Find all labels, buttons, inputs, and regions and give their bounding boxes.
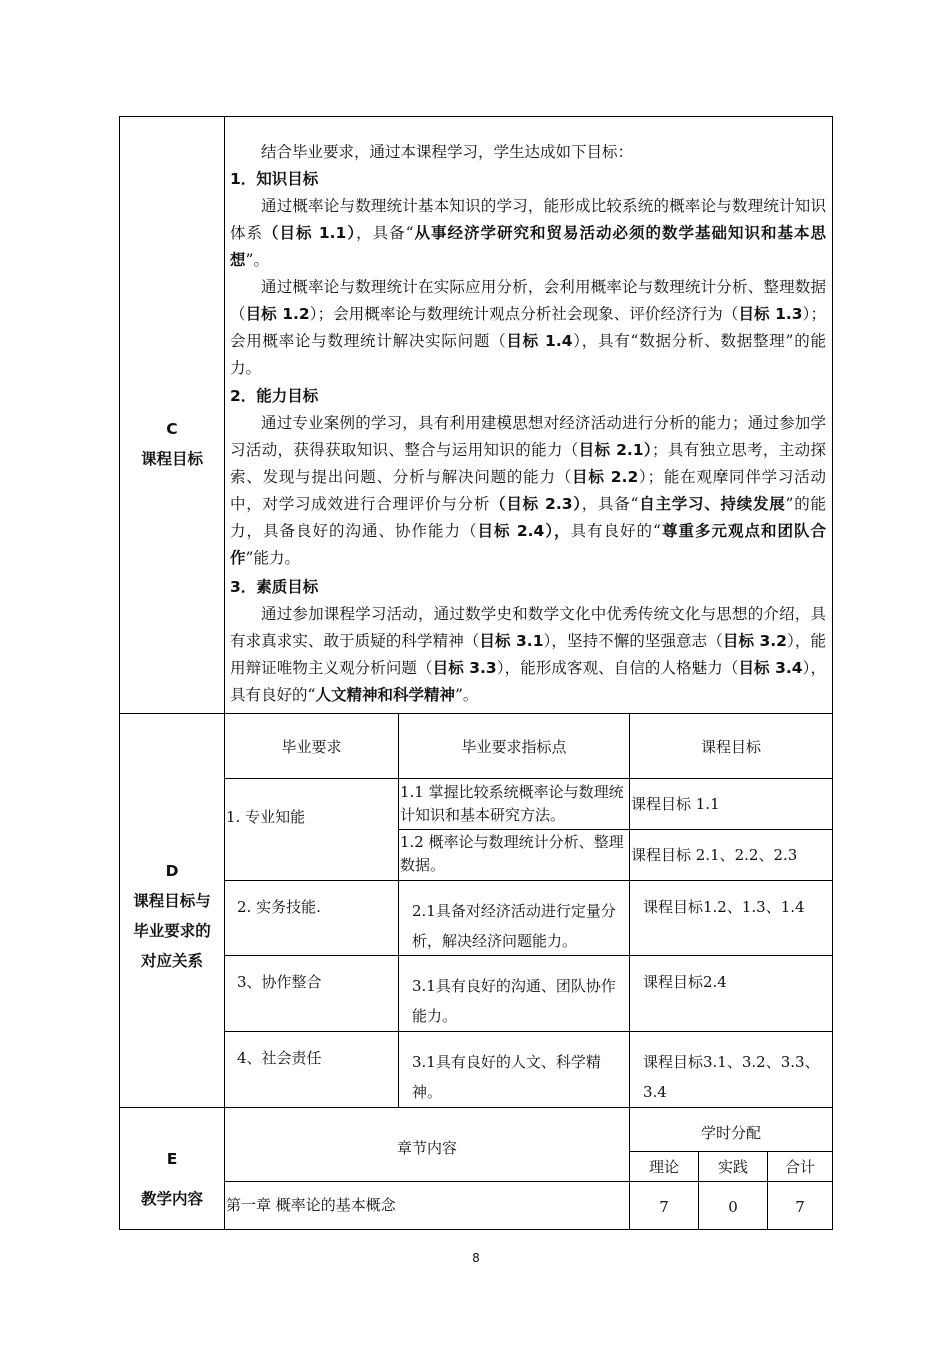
text-run: ，具备“ bbox=[356, 224, 414, 242]
goal-2: 课程目标1.2、1.3、1.4 bbox=[643, 898, 805, 916]
text-run: 具有良好的“ bbox=[570, 522, 661, 540]
goal-1-1: 课程目标 1.1 bbox=[631, 795, 720, 813]
goal-3: 课程目标2.4 bbox=[643, 973, 727, 991]
goal-4: 课程目标3.1、3.2、3.3、3.4 bbox=[643, 1053, 820, 1101]
header-graduation-requirement: 毕业要求 bbox=[281, 738, 342, 756]
header-course-goal: 课程目标 bbox=[700, 738, 761, 756]
text-run: ），坚持不懈的坚强意志（ bbox=[543, 632, 723, 650]
text-run: 通过专业案例的学习，具有利用建模思想对经济活动进行分析的能力；通过参加学习活动，获得获取知识、整合与运用知识的能力（ bbox=[230, 414, 826, 459]
bold-run: 目标 1.2 bbox=[245, 305, 310, 323]
knowledge-goal-heading: 1．知识目标 bbox=[230, 170, 319, 188]
section-d-title-line-3: 对应关系 bbox=[140, 952, 203, 970]
header-total: 合计 bbox=[784, 1158, 815, 1176]
text-run: 通过参加课程学习活动，通过数学史和数学文化中优秀传统文化与思想的介绍，具有求真求实、敢于质疑的科学精神（ bbox=[230, 605, 826, 650]
requirement-3: 3、协作整合 bbox=[237, 973, 322, 991]
bold-run: 自主学习、持续发展 bbox=[638, 495, 786, 513]
section-c-label bbox=[120, 414, 224, 474]
bold-run: 目标 2.1） bbox=[578, 441, 652, 459]
header-indicator-point: 毕业要求指标点 bbox=[461, 738, 567, 756]
text-run: ”。 bbox=[245, 251, 269, 269]
bold-run: 目标 3.4 bbox=[738, 659, 803, 677]
section-e-letter: E bbox=[166, 1150, 178, 1168]
ability-goal-paragraph bbox=[230, 410, 826, 572]
bold-run: 人文精神和科学精神 bbox=[315, 686, 455, 704]
bold-run: 尊重多元观点和团队合作 bbox=[230, 522, 826, 567]
section-e-title: 教学内容 bbox=[140, 1190, 203, 1208]
quality-goal-heading: 3．素质目标 bbox=[230, 578, 319, 596]
section-e-label bbox=[120, 1139, 224, 1219]
page-number: 8 bbox=[472, 1251, 480, 1265]
section-d-title-line-2: 毕业要求的 bbox=[133, 922, 211, 940]
chapter-1-title: 第一章 概率论的基本概念 bbox=[226, 1196, 396, 1214]
chapter-1-total: 7 bbox=[795, 1198, 805, 1216]
text-run: 通过概率论与数理统计基本知识的学习，能形成比较系统的概率论与数理统计知识体系 bbox=[230, 197, 826, 242]
header-theory: 理论 bbox=[648, 1158, 679, 1176]
section-c-title: 课程目标 bbox=[140, 450, 203, 468]
text-run: ”。 bbox=[454, 686, 479, 704]
indicator-4-1: 3.1具有良好的人文、科学精神。 bbox=[412, 1053, 601, 1101]
bold-run: 目标 3.2 bbox=[722, 632, 787, 650]
header-hours-allocation: 学时分配 bbox=[700, 1124, 761, 1142]
indicator-2-1: 2.1具备对经济活动进行定量分析，解决经济问题能力。 bbox=[412, 902, 616, 950]
indicator-3-1: 3.1具有良好的沟通、团队协作能力。 bbox=[412, 977, 616, 1025]
section-c-letter: C bbox=[166, 420, 178, 438]
text-run: ），具有“数据分析、数据整理”的能力。 bbox=[230, 332, 826, 377]
bold-run: 目标 1.4 bbox=[506, 332, 573, 350]
text-run: ）；能在观摩同伴学习活动中，对学习成效进行合理评价与分析 bbox=[230, 468, 826, 513]
section-c-intro: 结合毕业要求，通过本课程学习，学生达成如下目标： bbox=[261, 143, 634, 161]
text-run: ）；会用概率论与数理统计解决实际问题（ bbox=[230, 305, 826, 350]
text-run: ），能用辩证唯物主义观分析问题（ bbox=[230, 632, 826, 677]
text-run: ”的能力，具备良好的沟通、协作能力（ bbox=[230, 495, 826, 540]
bold-run: 从事经济学研究和贸易活动必须的数学基础知识和基本思想 bbox=[230, 224, 826, 269]
quality-goal-paragraph bbox=[230, 601, 826, 709]
chapter-1-theory: 7 bbox=[659, 1198, 669, 1216]
section-d-letter: D bbox=[165, 862, 179, 880]
text-run: ），能形成客观、自信的人格魅力（ bbox=[496, 659, 739, 677]
text-run: 通过概率论与数理统计在实际应用分析，会利用概率论与数理统计分析、整理数据（ bbox=[230, 278, 826, 323]
requirement-2: 2. 实务技能. bbox=[237, 898, 321, 916]
section-d-title-line-1: 课程目标与 bbox=[133, 892, 211, 910]
text-run: ）；会用概率论与数理统计观点分析社会现象、评价经济行为（ bbox=[309, 305, 739, 323]
indicator-1-1: 1.1 掌握比较系统概率论与数理统计知识和基本研究方法。 bbox=[400, 783, 624, 824]
bold-run: 目标 2.2 bbox=[572, 468, 639, 486]
header-practice: 实践 bbox=[717, 1158, 748, 1176]
header-chapter-content: 章节内容 bbox=[396, 1139, 457, 1157]
text-run: ”能力。 bbox=[245, 549, 300, 567]
bold-run: （目标 1.1） bbox=[263, 224, 357, 242]
bold-run: 目标 3.1 bbox=[479, 632, 544, 650]
bold-run: 目标 2.4）， bbox=[477, 522, 571, 540]
section-d-label bbox=[120, 856, 224, 976]
requirement-1: 1. 专业知能 bbox=[226, 808, 306, 826]
indicator-1-2: 1.2 概率论与数理统计分析、整理数据。 bbox=[400, 833, 624, 874]
bold-run: （目标 2.3） bbox=[490, 495, 582, 513]
chapter-1-practice: 0 bbox=[728, 1198, 738, 1216]
ability-goal-heading: 2．能力目标 bbox=[230, 387, 319, 405]
text-run: ），具有良好的“ bbox=[230, 659, 826, 704]
bold-run: 目标 3.3 bbox=[432, 659, 497, 677]
text-run: ，具备“ bbox=[581, 495, 639, 513]
knowledge-goal-paragraph bbox=[230, 193, 826, 274]
requirement-4: 4、社会责任 bbox=[237, 1049, 322, 1067]
bold-run: 目标 1.3 bbox=[738, 305, 803, 323]
knowledge-goal-paragraph-2 bbox=[230, 274, 826, 382]
goal-1-2: 课程目标 2.1、2.2、2.3 bbox=[631, 846, 798, 864]
text-run: ；具有独立思考，主动探索、发现与提出问题、分析与解决问题的能力（ bbox=[230, 441, 826, 486]
